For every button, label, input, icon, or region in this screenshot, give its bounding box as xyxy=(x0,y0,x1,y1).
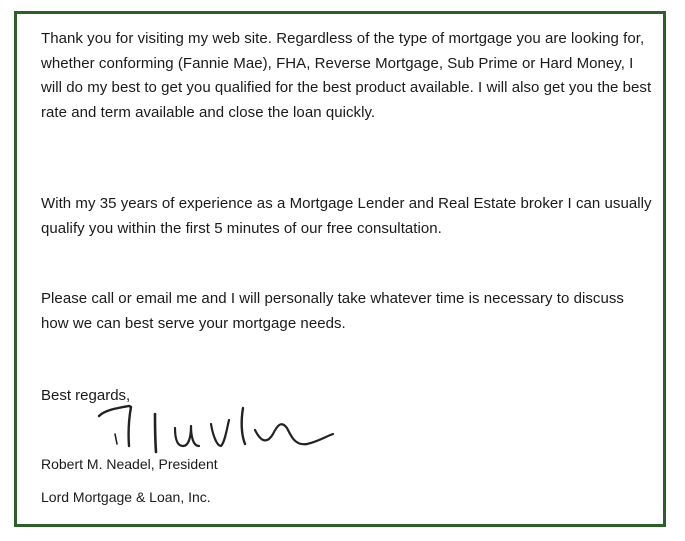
signer-name: Robert M. Neadel, President xyxy=(41,456,218,472)
closing-line: Best regards, xyxy=(41,387,131,404)
letter-frame xyxy=(14,11,666,527)
intro-paragraph: Thank you for visiting my web site. Regardless of the type of mortgage you are looking for, whether conforming (Fannie Mae), FHA, Reverse Mortgage, Sub Prime or Hard Money, I will do my best to get you qualified for the best product available. I will also get you the best rate and term available and close the loan quickly. xyxy=(41,30,652,121)
company-name: Lord Mortgage & Loan, Inc. xyxy=(41,489,211,505)
contact-paragraph: Please call or email me and I will personally take whatever time is necessary to discuss how we can best serve your mortgage needs. xyxy=(41,290,624,332)
signature-icon xyxy=(95,398,335,460)
experience-paragraph: With my 35 years of experience as a Mortgage Lender and Real Estate broker I can usually qualify you within the first 5 minutes of our free consultation. xyxy=(41,195,652,237)
